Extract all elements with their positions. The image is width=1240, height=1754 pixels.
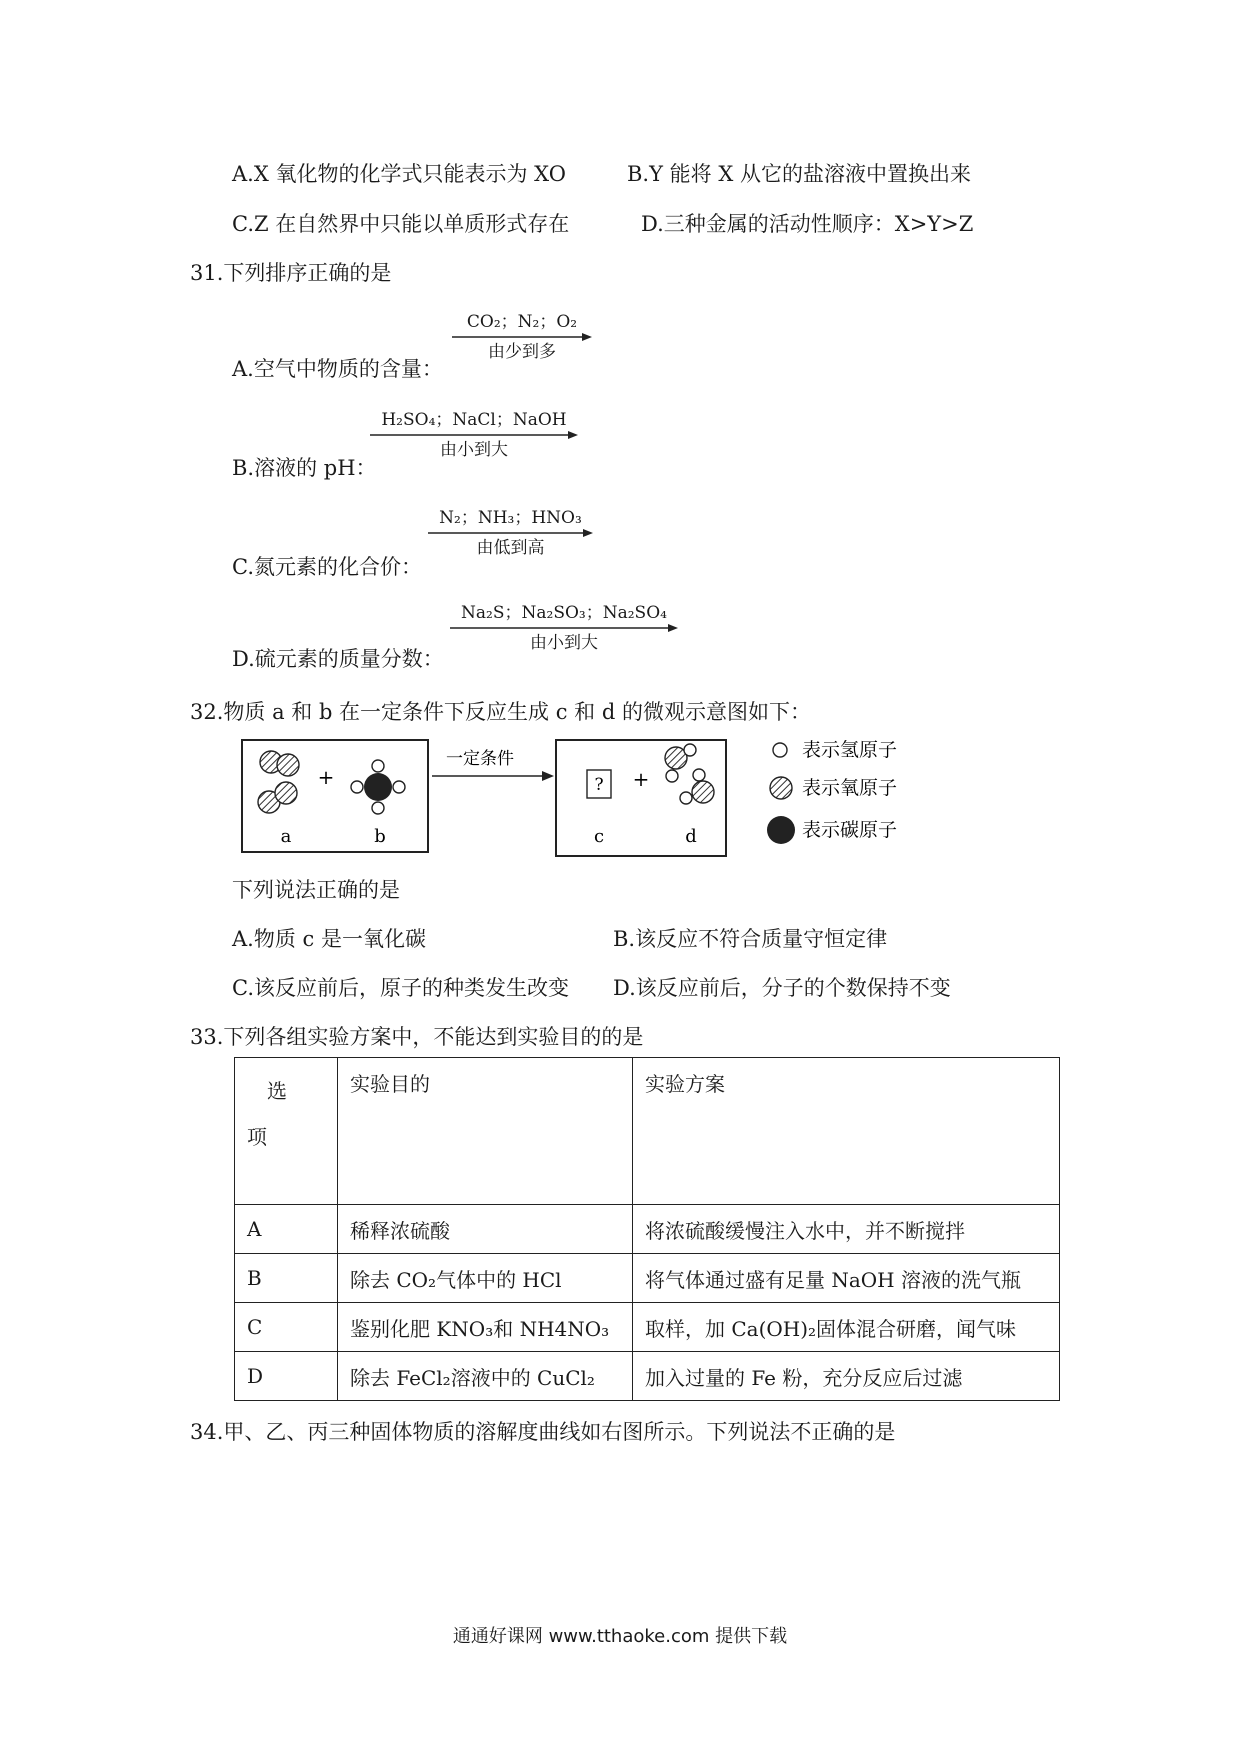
q31-option-c-arrow — [428, 508, 593, 558]
table-row — [235, 1205, 1060, 1254]
q30-option-b: B.Y 能将 X 从它的盐溶液中置换出来 — [627, 162, 971, 186]
header-goal: 实验目的 — [338, 1058, 633, 1205]
q32-option-c: C.该反应前后，原子的种类发生改变 — [232, 976, 569, 1000]
q31-option-b-label: B.溶液的 pH： — [232, 456, 377, 480]
table-row — [235, 1352, 1060, 1401]
experiment-table — [234, 1057, 1060, 1401]
oxygen-molecule-icon — [260, 751, 299, 776]
q31-option-d-label: D.硫元素的质量分数： — [232, 647, 444, 671]
row-goal: 稀释浓硫酸 — [338, 1205, 633, 1254]
row-option: A — [235, 1205, 338, 1254]
q31-option-d-order: 由小到大 — [530, 633, 598, 653]
q31-option-b-arrow — [370, 410, 578, 460]
row-option: B — [235, 1254, 338, 1303]
row-plan: 加入过量的 Fe 粉，充分反应后过滤 — [633, 1352, 1060, 1401]
oxygen-molecule-icon — [258, 782, 297, 813]
row-plan: 将浓硫酸缓慢注入水中，并不断搅拌 — [633, 1205, 1060, 1254]
row-goal: 除去 CO₂气体中的 HCl — [338, 1254, 633, 1303]
label-a: a — [280, 826, 292, 847]
legend-carbon: 表示碳原子 — [802, 819, 898, 841]
q34-stem: 34.甲、乙、丙三种固体物质的溶解度曲线如右图所示。下列说法不正确的是 — [190, 1420, 896, 1444]
reaction-diagram — [236, 736, 936, 858]
header-option-line1: 选 — [267, 1079, 287, 1103]
plus-sign: + — [632, 767, 650, 791]
header-plan: 实验方案 — [633, 1058, 1060, 1205]
carbon-atom-icon — [767, 816, 795, 844]
row-goal: 除去 FeCl₂溶液中的 CuCl₂ — [338, 1352, 633, 1401]
row-plan: 将气体通过盛有足量 NaOH 溶液的洗气瓶 — [633, 1254, 1060, 1303]
q30-option-d: D.三种金属的活动性顺序：X>Y>Z — [641, 212, 974, 236]
q31-option-b-order: 由小到大 — [440, 440, 508, 460]
methane-molecule-icon — [351, 760, 405, 814]
plus-sign: + — [317, 765, 335, 789]
q32-prompt: 下列说法正确的是 — [232, 878, 400, 902]
table-header-row — [235, 1058, 1060, 1205]
reaction-condition: 一定条件 — [446, 749, 514, 769]
q30-option-c: C.Z 在自然界中只能以单质形式存在 — [232, 212, 570, 236]
q31-stem: 31.下列排序正确的是 — [190, 261, 392, 285]
q31-option-a-sequence: CO₂；N₂；O₂ — [466, 312, 578, 332]
row-option: C — [235, 1303, 338, 1352]
row-option: D — [235, 1352, 338, 1401]
q31-option-c-label: C.氮元素的化合价： — [232, 555, 422, 579]
right-arrow-icon — [450, 623, 678, 633]
table-row — [235, 1303, 1060, 1352]
page-footer: 通通好课网 www.tthaoke.com 提供下载 — [452, 1626, 788, 1647]
q32-option-b: B.该反应不符合质量守恒定律 — [613, 927, 888, 951]
q32-stem: 32.物质 a 和 b 在一定条件下反应生成 c 和 d 的微观示意图如下： — [190, 700, 811, 724]
q30-option-a: A.X 氧化物的化学式只能表示为 XO — [232, 162, 566, 186]
legend-oxygen: 表示氧原子 — [802, 777, 898, 799]
q31-option-c-sequence: N₂；NH₃；HNO₃ — [439, 508, 582, 528]
q31-option-a-order: 由少到多 — [488, 342, 556, 362]
label-c: c — [593, 826, 605, 847]
right-arrow-icon — [370, 430, 578, 440]
q31-option-a-arrow — [452, 312, 592, 362]
right-arrow-icon — [428, 528, 593, 538]
right-arrow-icon — [542, 771, 554, 781]
q31-option-c-order: 由低到高 — [476, 538, 545, 558]
q31-option-b-sequence: H₂SO₄；NaCl；NaOH — [381, 410, 567, 430]
legend-hydrogen: 表示氢原子 — [802, 739, 898, 761]
row-plan: 取样，加 Ca(OH)₂固体混合研磨，闻气味 — [633, 1303, 1060, 1352]
header-option-line2: 项 — [247, 1125, 267, 1149]
q32-option-a: A.物质 c 是一氧化碳 — [232, 927, 426, 951]
row-goal: 鉴别化肥 KNO₃和 NH4NO₃ — [338, 1303, 633, 1352]
table-row — [235, 1254, 1060, 1303]
q31-option-d-sequence: Na₂S；Na₂SO₃；Na₂SO₄ — [461, 603, 667, 623]
label-b: b — [374, 826, 386, 847]
unknown-molecule-mark: ? — [594, 775, 604, 795]
water-molecule-icon — [680, 769, 714, 804]
right-arrow-icon — [452, 332, 592, 342]
q33-stem: 33.下列各组实验方案中，不能达到实验目的的是 — [190, 1025, 644, 1049]
q31-option-d-arrow — [450, 603, 678, 653]
q31-option-a-label: A.空气中物质的含量： — [232, 357, 443, 381]
water-molecule-icon — [665, 744, 696, 782]
header-option — [235, 1058, 338, 1205]
oxygen-atom-icon — [770, 777, 792, 799]
label-d: d — [685, 826, 697, 847]
q32-option-d: D.该反应前后，分子的个数保持不变 — [613, 976, 951, 1000]
hydrogen-atom-icon — [773, 743, 787, 757]
